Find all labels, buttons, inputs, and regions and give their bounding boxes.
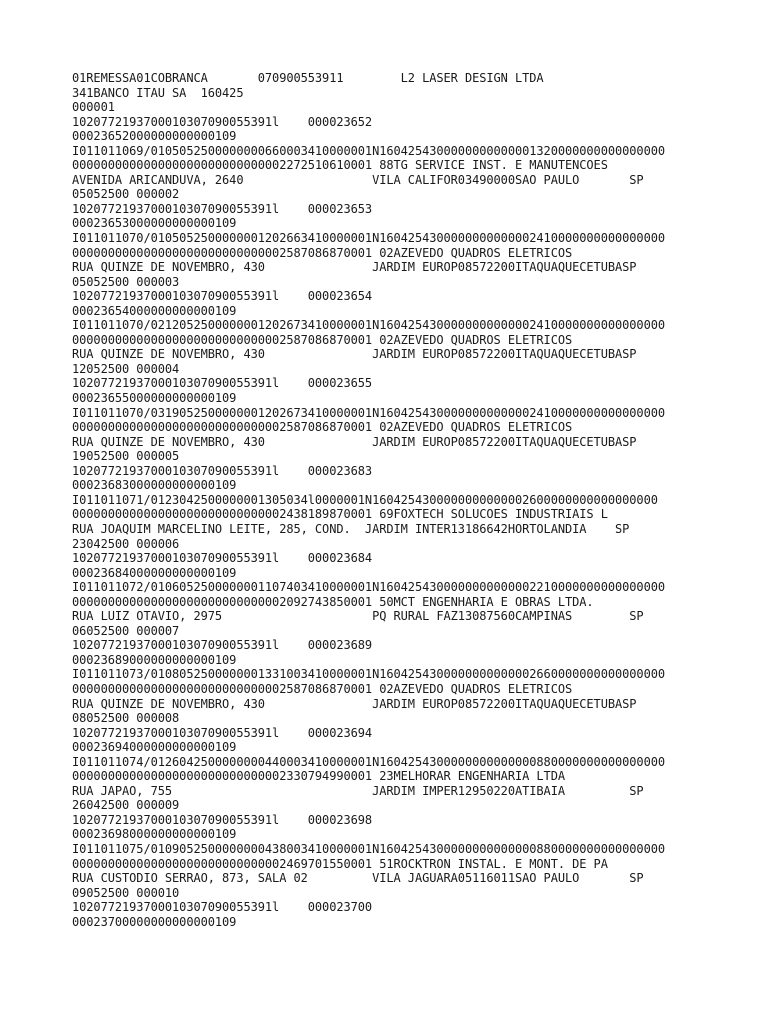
document-line: 000000000000000000000000000002587086870001 02AZEVEDO QUADROS ELETRICOS <box>72 332 573 347</box>
document-line: 1020772193700010307090055391l 000023652 <box>72 114 373 129</box>
document-line: 00023653000000000000109 <box>72 216 237 231</box>
document-line: 1020772193700010307090055391l 000023655 <box>72 376 373 391</box>
document-line: 23042500 000006 <box>72 536 180 551</box>
document-line: RUA QUINZE DE NOVEMBRO, 430 JARDIM EUROP08572200ITAQUAQUECETUBASP <box>72 260 637 275</box>
document-line: RUA CUSTODIO SERRAO, 873, SALA 02 VILA JAGUARA05116011SAO PAULO SP <box>72 871 644 886</box>
document-line: 00023655000000000000109 <box>72 391 237 406</box>
document-line: 000000000000000000000000000002092743850001 50MCT ENGENHARIA E OBRAS LTDA. <box>72 594 594 609</box>
document-line: I011011074/0126042500000000440003410000001N1604254300000000000000880000000000000000 <box>72 754 666 769</box>
document-line: 00023694000000000000109 <box>72 740 237 755</box>
document-line: 1020772193700010307090055391l 000023684 <box>72 551 373 566</box>
document-line: 00023683000000000000109 <box>72 478 237 493</box>
document-line: RUA LUIZ OTAVIO, 2975 PQ RURAL FAZ13087560CAMPINAS SP <box>72 609 644 624</box>
document-line: 00023698000000000000109 <box>72 827 237 842</box>
document-line: 00023689000000000000109 <box>72 652 237 667</box>
document-line: I011011070/0319052500000001202673410000001N1604254300000000000002410000000000000000 <box>72 405 666 420</box>
document-line: 1020772193700010307090055391l 000023700 <box>72 900 373 915</box>
document-line: 1020772193700010307090055391l 000023698 <box>72 812 373 827</box>
document-line: 000000000000000000000000000002272510610001 88TG SERVICE INST. E MANUTENCOES <box>72 158 608 173</box>
document-line: 00023684000000000000109 <box>72 565 237 580</box>
document-line: 1020772193700010307090055391l 000023653 <box>72 201 373 216</box>
document-line: 1020772193700010307090055391l 000023694 <box>72 725 373 740</box>
document-line: I011011070/0105052500000001202663410000001N1604254300000000000002410000000000000000 <box>72 231 666 246</box>
document-line: 19052500 000005 <box>72 449 180 464</box>
document-line: I011011073/0108052500000001331003410000001N1604254300000000000002660000000000000000 <box>72 667 666 682</box>
document-line: 000000000000000000000000000002587086870001 02AZEVEDO QUADROS ELETRICOS <box>72 681 573 696</box>
document-line: 000000000000000000000000000002330794990001 23MELHORAR ENGENHARIA LTDA <box>72 769 565 784</box>
document-line: RUA QUINZE DE NOVEMBRO, 430 JARDIM EUROP08572200ITAQUAQUECETUBASP <box>72 696 637 711</box>
document-line: 00023700000000000000109 <box>72 914 237 929</box>
document-line: 08052500 000008 <box>72 711 180 726</box>
document-line: I011011069/0105052500000000660003410000001N1604254300000000000001320000000000000000 <box>72 143 666 158</box>
document-line: 12052500 000004 <box>72 361 180 376</box>
document-line: 341BANCO ITAU SA 160425 <box>72 85 244 100</box>
document-line: 000000000000000000000000000002469701550001 51ROCKTRON INSTAL. E MONT. DE PA <box>72 856 608 871</box>
document-line: 000000000000000000000000000002587086870001 02AZEVEDO QUADROS ELETRICOS <box>72 420 573 435</box>
document-line: RUA JOAQUIM MARCELINO LEITE, 285, COND. JARDIM INTER13186642HORTOLANDIA SP <box>72 521 630 536</box>
remessa-file-text <box>72 71 665 929</box>
document-line: I011011071/0123042500000001305034l0000001N1604254300000000000002600000000000000000 <box>72 492 658 507</box>
document-line: 05052500 000002 <box>72 187 180 202</box>
document-line: 26042500 000009 <box>72 798 180 813</box>
document-line: 000000000000000000000000000002438189870001 69FOXTECH SOLUCOES INDUSTRIAIS L <box>72 507 608 522</box>
document-line: 09052500 000010 <box>72 885 180 900</box>
document-line: 000001 <box>72 100 115 115</box>
document-line: RUA QUINZE DE NOVEMBRO, 430 JARDIM EUROP08572200ITAQUAQUECETUBASP <box>72 347 637 362</box>
document-line: 05052500 000003 <box>72 274 180 289</box>
document-line: 01REMESSA01COBRANCA 070900553911 L2 LASER DESIGN LTDA <box>72 71 544 85</box>
document-line: I011011072/0106052500000001107403410000001N1604254300000000000002210000000000000000 <box>72 580 666 595</box>
document-line: 1020772193700010307090055391l 000023683 <box>72 463 373 478</box>
document-line: 00023652000000000000109 <box>72 129 237 144</box>
document-line: 00023654000000000000109 <box>72 303 237 318</box>
document-line: 1020772193700010307090055391l 000023689 <box>72 638 373 653</box>
document-line: 1020772193700010307090055391l 000023654 <box>72 289 373 304</box>
document-line: AVENIDA ARICANDUVA, 2640 VILA CALIFOR03490000SAO PAULO SP <box>72 172 644 187</box>
document-line: RUA QUINZE DE NOVEMBRO, 430 JARDIM EUROP08572200ITAQUAQUECETUBASP <box>72 434 637 449</box>
document-line: 000000000000000000000000000002587086870001 02AZEVEDO QUADROS ELETRICOS <box>72 245 573 260</box>
document-line: 06052500 000007 <box>72 623 180 638</box>
document-line: I011011070/0212052500000001202673410000001N1604254300000000000002410000000000000000 <box>72 318 666 333</box>
document-line: I011011075/0109052500000000438003410000001N1604254300000000000000880000000000000000 <box>72 841 666 856</box>
document-line: RUA JAPAO, 755 JARDIM IMPER12950220ATIBAIA SP <box>72 783 644 798</box>
